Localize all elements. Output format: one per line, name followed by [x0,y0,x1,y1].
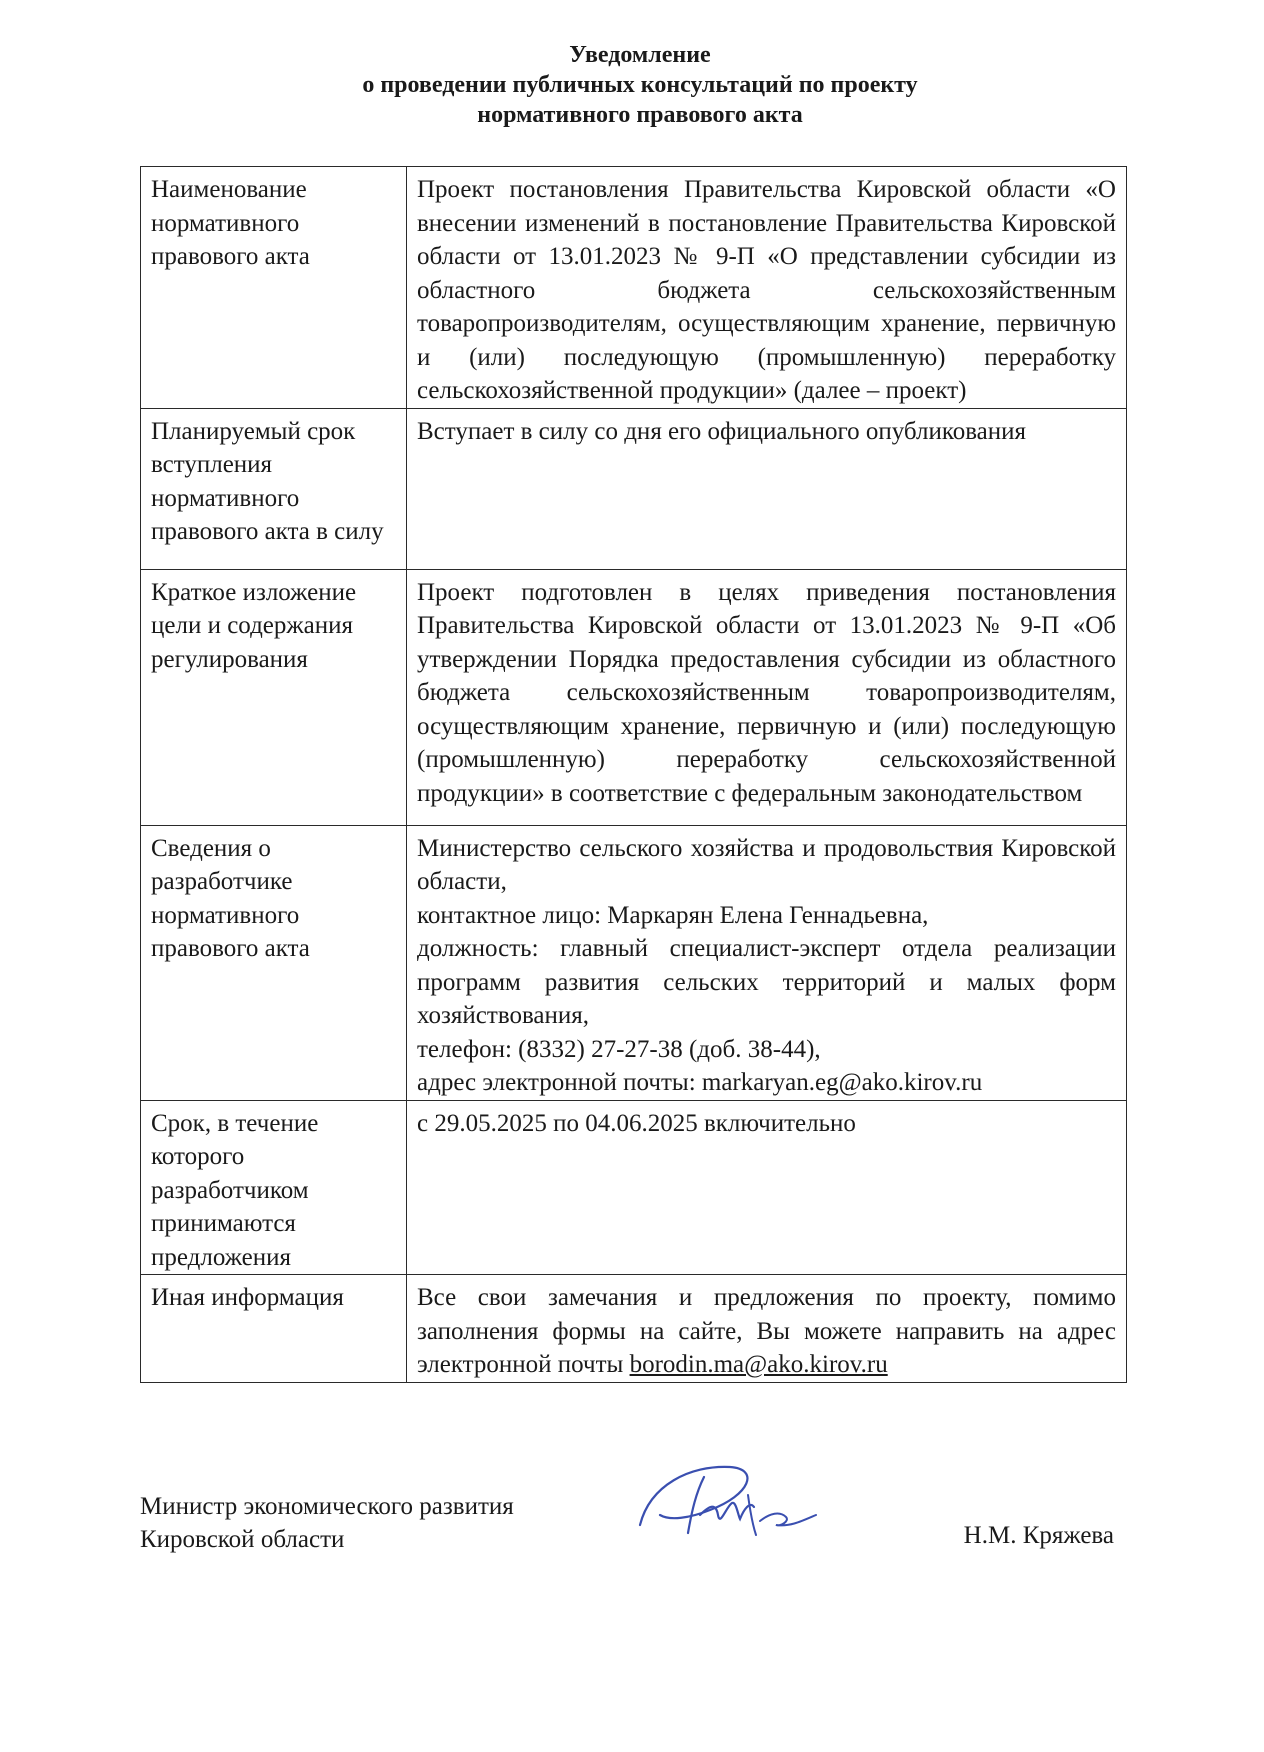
table-row-other-info [141,1275,1127,1383]
value-paragraph: Проект подготовлен в целях приведения постановления Правительства Кировской области от 13.01.2023 № 9-П «Об утверждении Порядка предоставления субсидии из областного бюджета сельскохозяйственным товаропроизводителям, осуществляющим хранение, первичную и (или) последующую (промышленную) переработку сельскохозяйственной продукции» в соответствие с федеральным законодательством [417,578,1116,807]
document-title [140,40,1140,130]
title-line-3: нормативного правового акта [477,102,803,128]
row-value [407,167,1127,409]
row-value [407,569,1127,825]
table-row-developer [141,825,1127,1100]
row-label: Иная информация [141,1275,407,1383]
table-row-summary [141,569,1127,825]
value-paragraph: Вступает в силу со дня его официального опубликования [417,417,1027,445]
value-paragraph: должность: главный специалист-эксперт отдела реализации программ развития сельских территорий и малых форм хозяйствования, [417,935,1116,1029]
notice-table [140,166,1127,1383]
row-value [407,1100,1127,1275]
row-value [407,825,1127,1100]
row-value [407,408,1127,569]
title-line-2: о проведении публичных консультаций по проекту [362,72,918,98]
contact-email: адрес электронной почты: markaryan.eg@ako.kirov.ru [417,1069,983,1096]
value-paragraph: Проект постановления Правительства Кировской области «О внесении изменений в постановление Правительства Кировской области от 13.01.2023 № 9-П «О представлении субсидии из областного бюджета сельскохозяйственным товаропроизводителям, осуществляющим хранение, первичную и (или) последующую (промышленную) переработку сельскохозяйственной продукции» (далее – проект) [417,176,1116,404]
row-label: Наименование нормативного правового акта [141,167,407,409]
email-link[interactable]: borodin.ma@ako.kirov.ru [629,1351,888,1378]
signatory-role-line-2: Кировской области [140,1526,345,1553]
row-label: Краткое изложение цели и содержания регулирования [141,569,407,825]
table-row-deadline [141,1100,1127,1275]
value-paragraph: с 29.05.2025 по 04.06.2025 включительно [417,1109,856,1137]
table-row-act-name [141,167,1127,409]
signatory-role-line-1: Министр экономического развития [140,1493,514,1520]
row-value [407,1275,1127,1383]
title-line-1: Уведомление [569,42,711,68]
row-label: Сведения о разработчике нормативного правового акта [141,825,407,1100]
signatory-role [140,1490,514,1556]
table-row-effective-date [141,408,1127,569]
row-label: Планируемый срок вступления нормативного правового акта в силу [141,408,407,569]
row-label: Срок, в течение которого разработчиком принимаются предложения [141,1100,407,1275]
value-paragraph: телефон: (8332) 27-27-38 (доб. 38-44), [417,1035,821,1063]
signatory-name: Н.М. Кряжева [963,1522,1114,1549]
value-paragraph: Все свои замечания и предложения по проекту, помимо заполнения формы на сайте, Вы можете направить на адрес электронной почты [417,1284,1116,1378]
handwritten-signature [630,1455,840,1565]
value-paragraph: контактное лицо: Маркарян Елена Геннадьевна, [417,901,929,929]
value-paragraph: Министерство сельского хозяйства и продовольствия Кировской области, [417,834,1116,895]
